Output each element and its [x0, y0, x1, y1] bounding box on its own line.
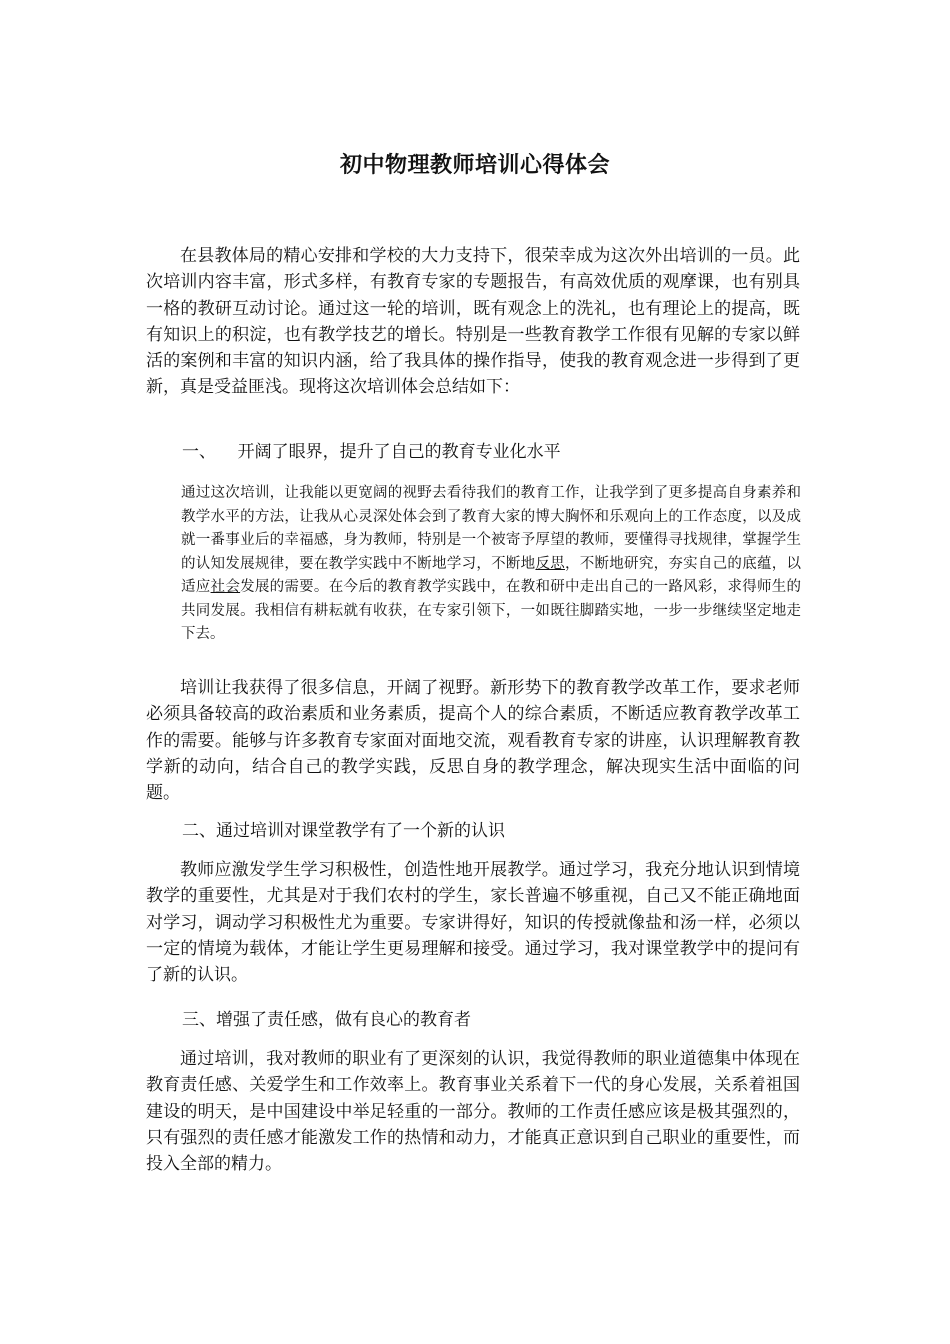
intro-paragraph: 在县教体局的精心安排和学校的大力支持下，很荣幸成为这次外出培训的一员。此次培训内容丰富，形式多样，有教育专家的专题报告，有高效优质的观摩课，也有别具一格的教研互动讨论。通过这一轮的培训，既有观念上的洗礼，也有理论上的提高，既有知识上的积淀，也有教学技艺的增长。特别是一些教育教学工作很有见解的专家以鲜活的案例和丰富的知识内涵，给了我具体的操作指导，使我的教育观念进一步得到了更新，真是受益匪浅。现将这次培训体会总结如下：: [146, 246, 800, 398]
section-3-body: 通过培训，我对教师的职业有了更深刻的认识，我觉得教师的职业道德集中体现在教育责任感、关爱学生和工作效率上。教育事业关系着下一代的身心发展，关系着祖国建设的明天，是中国建设中举足轻重的一部分。教师的工作责任感应该是极其强烈的，只有强烈的责任感才能激发工作的热情和动力，才能真正意识到自己职业的重要性，而投入全部的精力。: [146, 1049, 800, 1175]
section-1-heading: 一、 开阔了眼界，提升了自己的教育专业化水平: [182, 442, 561, 462]
link-society[interactable]: 社会: [210, 579, 241, 595]
section-1-body-part-1: 通过这次培训，让我能以更宽阔的视野去看待我们的教育工作，让我学到了更多提高自身素养和教学水平的方法，让我从心灵深处体会到了教育大家的博大胸怀和乐观向上的工作态度，以及成就一番事业后的幸福感，身为教师，特别是一个被寄予厚望的教师，要懂得寻找规律，掌握学生的认知发展规律，要在教学实践中不断地学习，不断地: [181, 485, 801, 572]
section-2-body: 教师应激发学生学习积极性，创造性地开展教学。通过学习，我充分地认识到情境教学的重要性，尤其是对于我们农村的学生，家长普遍不够重视，自己又不能正确地面对学习，调动学习积极性尤为重要。专家讲得好，知识的传授就像盐和汤一样，必须以一定的情境为载体，才能让学生更易理解和接受。通过学习，我对课堂教学中的提问有了新的认识。: [146, 860, 800, 986]
section-1-body-2: 培训让我获得了很多信息，开阔了视野。新形势下的教育教学改革工作，要求老师必须具备较高的政治素质和业务素质，提高个人的综合素质，不断适应教育教学改革工作的需要。能够与许多教育专家面对面地交流，观看教育专家的讲座，认识理解教育教学新的动向，结合自己的教学实践，反思自身的教学理念，解决现实生活中面临的问题。: [146, 678, 800, 804]
section-3-heading: 三、增强了责任感，做有良心的教育者: [182, 1010, 471, 1030]
section-2-heading: 二、通过培训对课堂教学有了一个新的认识: [182, 821, 505, 841]
section-1-body-part-2: ，不断地研究，夯实自己的底蕴，以适应: [181, 555, 802, 595]
section-1-body-part-3: 发展的需要。在今后的教育教学实践中，在教和研中走出自己的一路风彩，求得师生的共同发展。我相信有耕耘就有收获，在专家引领下，一如既往脚踏实地，一步一步继续坚定地走下去。: [181, 579, 802, 642]
document-title: 初中物理教师培训心得体会: [339, 152, 610, 178]
section-1-body: [181, 482, 801, 647]
link-reflection[interactable]: 反思: [535, 555, 565, 572]
